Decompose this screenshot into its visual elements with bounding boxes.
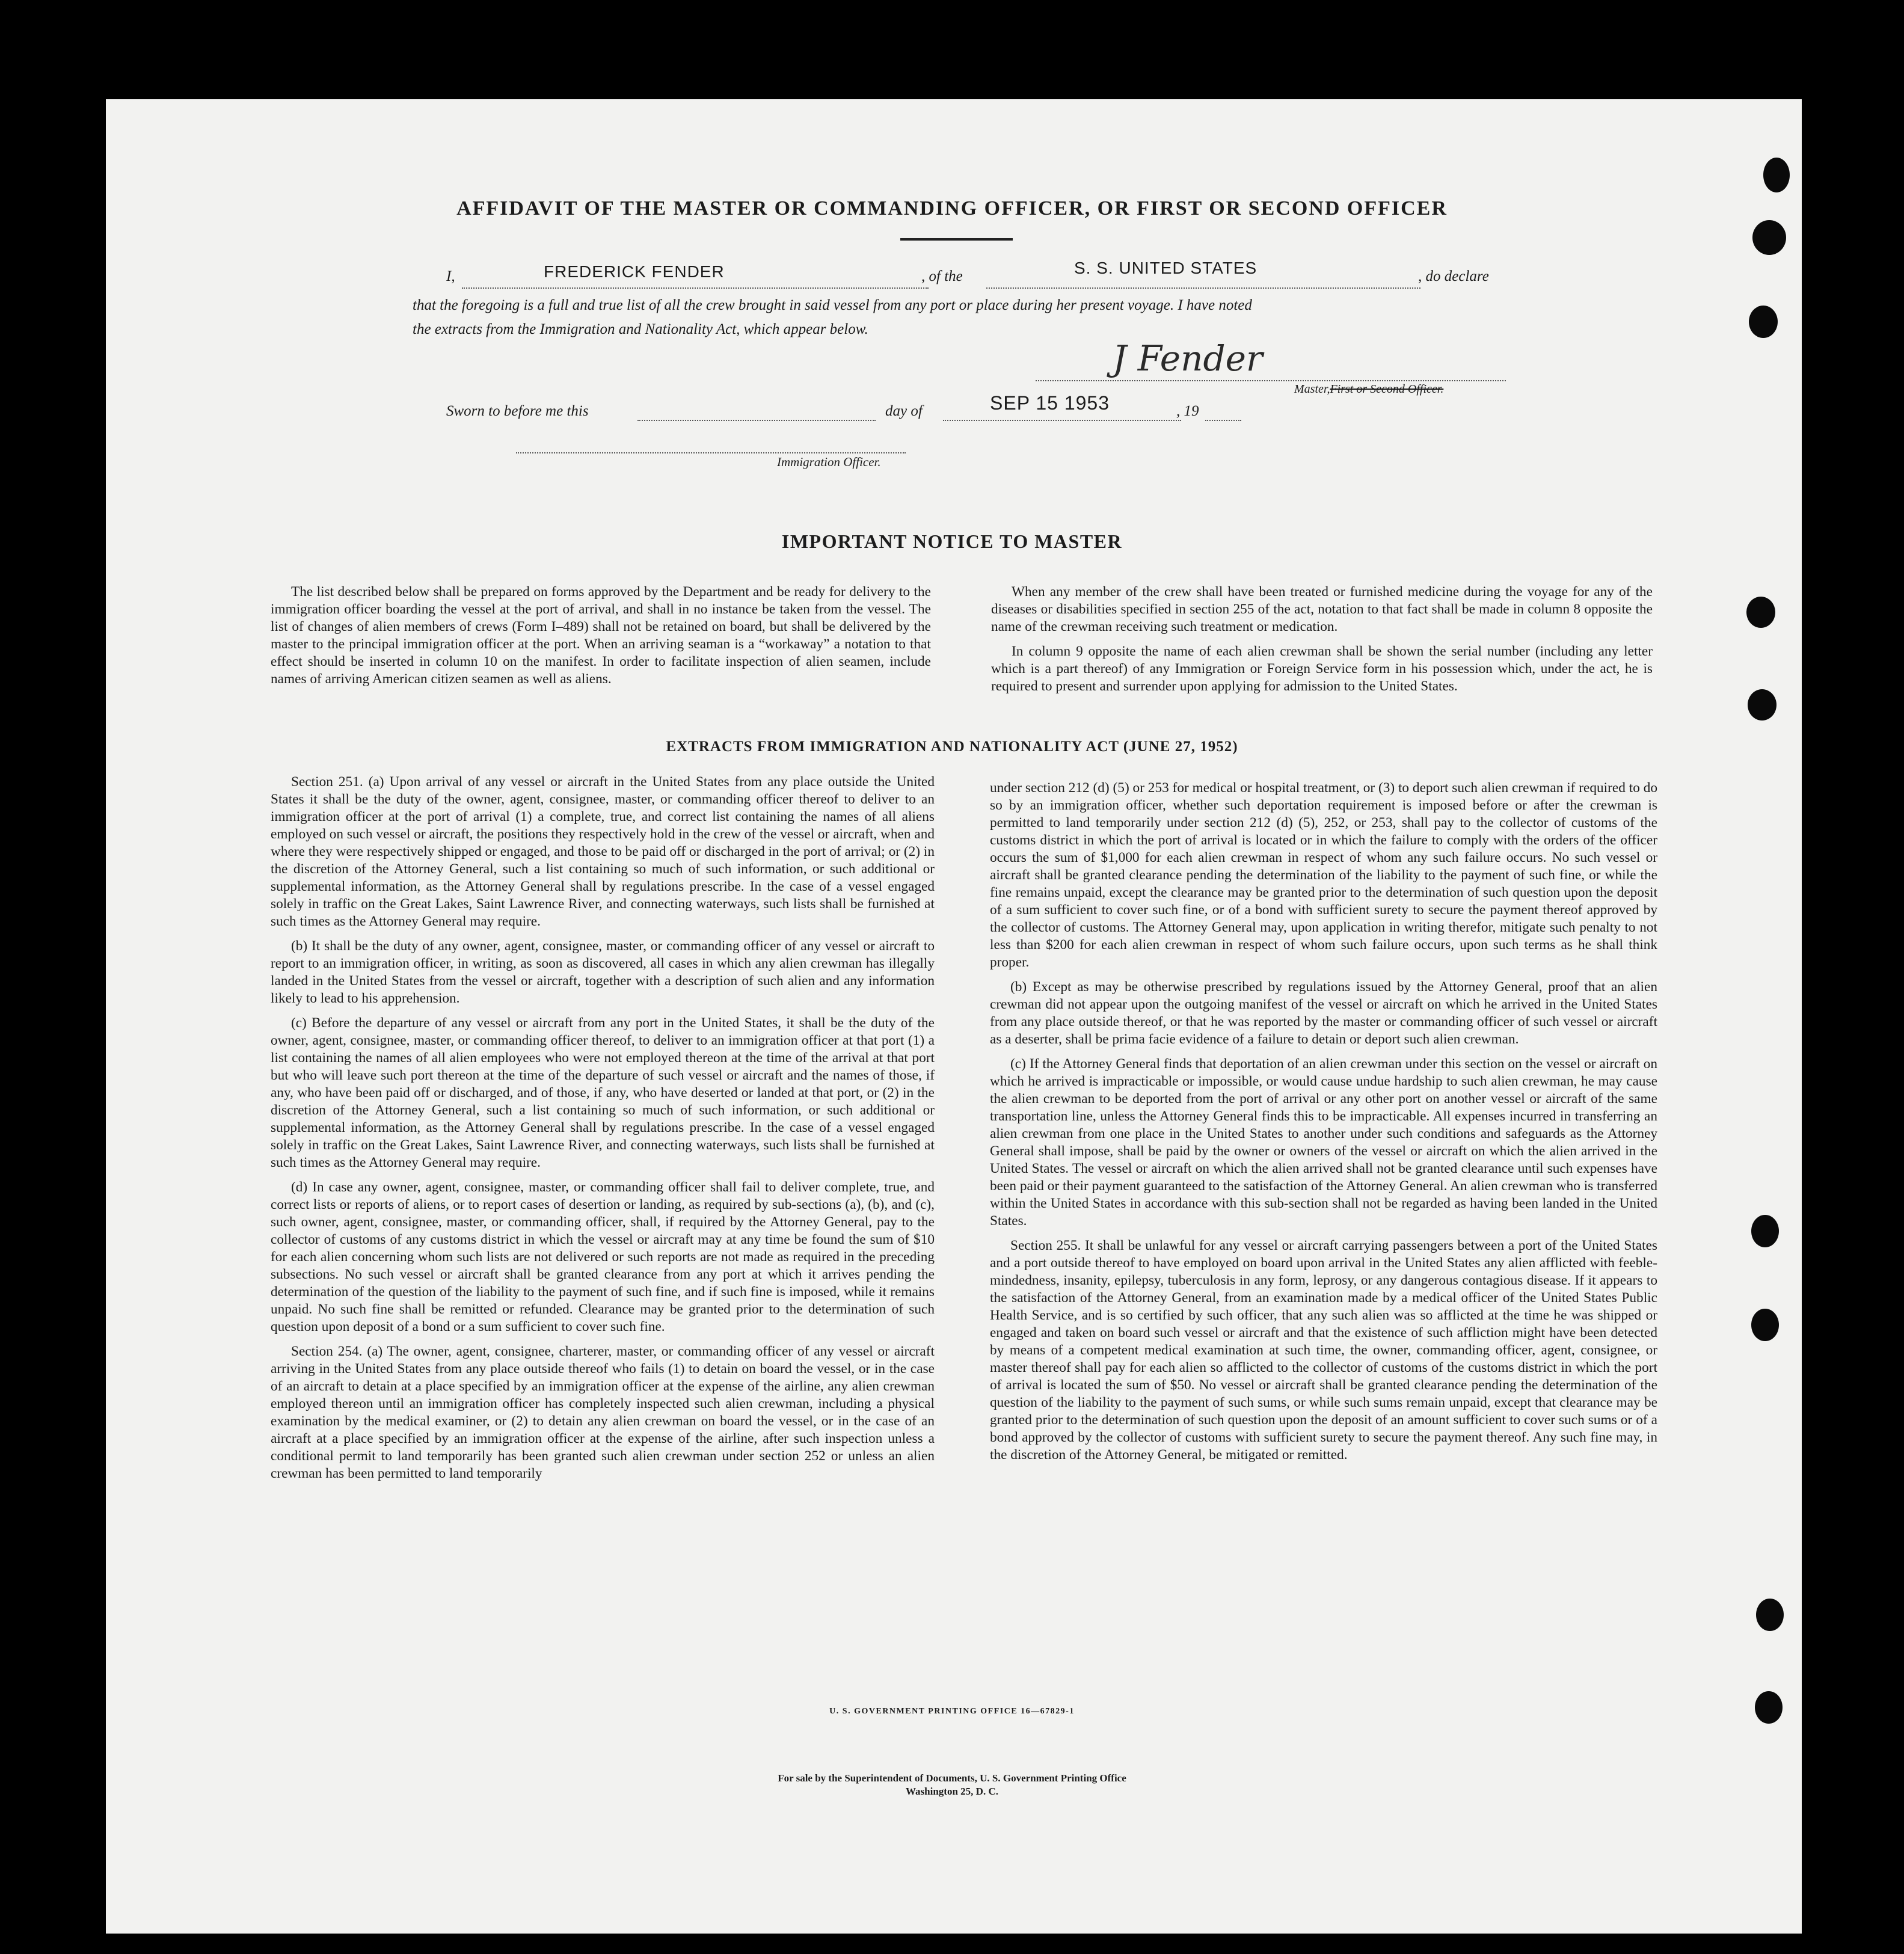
section-254-c: (c) If the Attorney General finds that deportation of an alien crewman under this section on the vessel or aircraft on which he arrived is impracticable or impossible, or would cause undue hardship to such alien crewman, he may cause the alien crewman to be deported from the port of arrival or any other port on another vessel or aircraft of the same transportation line, unless the Attorney General finds this to be impracticable. All expenses incurred in transferring an alien crewman from one place in the United States to another under such conditions and safeguards as the Attorney General shall impose, shall be paid by the owner or owners of the vessel or aircraft on which the alien arrived in the United States. The vessel or aircraft on which the alien arrived shall not be granted clearance until such expenses have been paid or their payment guaranteed to the satisfaction of the Attorney General. An alien crewman who is transferred within the United States in accordance with this sub-section shall not be regarded as having been landed in the United States. xyxy=(990,1056,1657,1229)
binder-hole xyxy=(1748,689,1777,720)
binder-hole xyxy=(1752,220,1786,255)
notice-right-column xyxy=(991,583,1653,695)
vessel-field-line xyxy=(986,287,1420,289)
name-field-line xyxy=(462,287,929,289)
section-254-a: Section 254. (a) The owner, agent, consignee, charterer, master, or commanding officer of any vessel or aircraft arriving in the United States from any place outside thereof who fails (1) to detain on board the vessel, or in the case of an aircraft to detain at a place specified by an immigration officer at the expense of the airline, any alien crewman employed thereon until an immigration officer has completely inspected such alien crewman, including a physical examination by the medical examiner, or (2) to detain any alien crewman on board the vessel, or in the case of an aircraft at a place specified by an immigration officer at the expense of the airline, after such inspection unless a conditional permit to land temporarily has been granted such alien crewman under section 252 or unless an alien crewman has been permitted to land temporarily xyxy=(271,1344,935,1481)
binder-hole xyxy=(1749,306,1778,338)
section-251-b: (b) It shall be the duty of any owner, agent, consignee, master, or commanding officer of any vessel or aircraft to report to an immigration officer, in writing, as soon as discovered, all cases in which any alien crewman has illegally landed in the United States from the vessel or aircraft, together with a description of such alien and any information likely to lead to his apprehension. xyxy=(271,938,935,1006)
section-251-a: Section 251. (a) Upon arrival of any vessel or aircraft in the United States from any place outside the United States it shall be the duty of the owner, agent, consignee, master, or commanding officer thereof to deliver to an immigration officer at the port of arrival (1) a complete, true, and correct list containing the names of all aliens employed on such vessel or aircraft, the positions they respectively hold in the crew of the vessel or aircraft, when and where they were respectively shipped or engaged, and those to be paid off or discharged in the port of arrival; or (2) in the discretion of the Attorney General, such a list containing so much of such information, or such additional or supplemental information, as the Attorney General shall by regulations prescribe. In the case of a vessel engaged solely in traffic on the Great Lakes, Saint Lawrence River, and connecting waterways, such lists shall be furnished at such times as the Attorney General may require. xyxy=(271,774,935,929)
extracts-left-column xyxy=(271,773,935,1482)
master-signature: J Fender xyxy=(1113,338,1263,379)
immigration-officer-line xyxy=(516,452,906,453)
sworn-day-line xyxy=(637,420,876,421)
affidavit-title: AFFIDAVIT OF THE MASTER OR COMMANDING OFFICER, OR FIRST OR SECOND OFFICER xyxy=(456,197,1448,220)
notice-right-paragraph: When any member of the crew shall have been treated or furnished medicine during the voyage for any of the diseases or disabilities specified in section 255 of the act, notation to that fact shall be made in column 8 opposite the name of the crewman receiving such treatment or medication. xyxy=(991,584,1653,634)
signature-title-master: Master, xyxy=(1294,383,1330,396)
extracts-title: EXTRACTS FROM IMMIGRATION AND NATIONALITY ACT (JUNE 27, 1952) xyxy=(666,739,1238,755)
year-prefix: , 19 xyxy=(1176,403,1199,419)
notice-title: IMPORTANT NOTICE TO MASTER xyxy=(781,530,1123,552)
binder-hole xyxy=(1751,1215,1779,1247)
printing-office-line: U. S. GOVERNMENT PRINTING OFFICE 16—67829-1 xyxy=(829,1707,1075,1716)
day-of-label: day of xyxy=(885,403,923,419)
binder-hole xyxy=(1751,1309,1779,1341)
signature-title-struck: First or Second Officer. xyxy=(1330,383,1444,396)
footer-sale-line: For sale by the Superintendent of Documents, U. S. Government Printing Office xyxy=(778,1772,1126,1784)
declaration-prefix: I, xyxy=(446,268,455,284)
section-254-a-continued: under section 212 (d) (5) or 253 for medical or hospital treatment, or (3) to deport such alien crewman if required to do so by an immigration officer, whether such deportation requirement is imposed before or after the crewman is permitted to land temporarily under section 212 (d) (5), 252, or 253, shall pay to the collector of customs of the customs district in which the port of arrival is located or in which the failure to comply with the orders of the officer occurs the sum of $1,000 for each alien crewman in respect of whom any such failure occurs. No such vessel or aircraft shall be granted clearance pending the determination of the liability to the payment of such fine, or while the fine remains unpaid, except the clearance may be granted prior to the determination of such question upon the deposit of a sum sufficient to cover such fine, or of a bond with sufficient surety to secure the payment thereof approved by the collector of customs. The Attorney General may, upon application in writing therefor, mitigate such penalty to not less than $200 for each alien crewman in respect of whom such failure occurs, upon such terms as he shall think proper. xyxy=(990,780,1657,970)
notice-left-column xyxy=(271,583,931,688)
declaration-line-2: that the foregoing is a full and true list of all the crew brought in said vessel from any port or place during her present voyage. I have noted xyxy=(413,297,1252,313)
notice-right-paragraph: In column 9 opposite the name of each alien crewman shall be shown the serial number (including any letter which is a part thereof) of any Immigration or Foreign Service form in his possession which, under the act, he is required to present and surrender upon applying for admission to the United States. xyxy=(991,644,1653,694)
master-name: FREDERICK FENDER xyxy=(544,262,725,281)
binder-hole xyxy=(1756,1599,1784,1631)
declaration-line-3: the extracts from the Immigration and Nationality Act, which appear below. xyxy=(413,321,868,337)
vessel-name: S. S. UNITED STATES xyxy=(1074,259,1258,277)
title-rule xyxy=(900,238,1013,241)
sworn-label: Sworn to before me this xyxy=(446,403,589,419)
binder-hole xyxy=(1763,158,1790,192)
section-251-d: (d) In case any owner, agent, consignee, master, or commanding officer shall fail to deliver complete, true, and correct lists or reports of aliens, or to report cases of desertion or landing, as required by sub-sections (a), (b), and (c), such owner, agent, consignee, master, or commanding officer, shall, if required by the Attorney General, pay to the collector of customs of any customs district in which the vessel or aircraft may at any time be found the sum of $10 for each alien concerning whom such lists are not delivered or such reports are not made as required in the preceding subsections. No such vessel or aircraft shall be granted clearance from any port at which it arrives pending the determination of the question of the liability to the payment of such fine, and if such fine is imposed, while it remains unpaid. No such fine shall be remitted or refunded. Clearance may be granted prior to the determination of such question upon deposit of a bond or a sum sufficient to cover such fine. xyxy=(271,1179,935,1335)
section-251-c: (c) Before the departure of any vessel or aircraft from any port in the United States, it shall be the duty of the owner, agent, consignee, master, or commanding officer thereof, to deliver to an immigration officer at that port (1) a list containing the names of all alien employees who were not employed thereon at the time of the arrival at that port but who will leave such port thereon at the time of the departure of such vessel or aircraft and the names of those, if any, who have been paid off or discharged, and of those, if any, who have deserted or landed at that port, or (2) in the discretion of the Attorney General, such a list containing so much of such information, or such additional or supplemental information, as the Attorney General shall by regulations prescribe. In the case of a vessel engaged solely in traffic on the Great Lakes, Saint Lawrence River, and connecting waterways, such lists shall be furnished at such times as the Attorney General may require. xyxy=(271,1015,935,1170)
year-line xyxy=(1205,420,1241,421)
signature-line xyxy=(1036,380,1506,381)
extracts-right-column xyxy=(990,779,1657,1464)
immigration-officer-label: Immigration Officer. xyxy=(777,455,881,469)
do-declare-text: , do declare xyxy=(1418,268,1489,284)
notice-left-paragraph: The list described below shall be prepared on forms approved by the Department and be ready for delivery to the immigration officer boarding the vessel at the port of arrival, and shall in no instance be taken from the vessel. The list of changes of alien members of crews (Form I–489) shall not be retained on board, but shall be delivered by the master to the principal immigration officer at the port. When an arriving seaman is a “workaway” a notation to that effect should be inserted in column 10 on the manifest. In order to facilitate inspection of alien seamen, include names of arriving American citizen seamen as well as aliens. xyxy=(271,584,931,687)
binder-hole xyxy=(1746,597,1775,628)
signature-title xyxy=(1294,383,1443,396)
date-stamp: SEP 15 1953 xyxy=(990,392,1110,414)
section-255: Section 255. It shall be unlawful for any vessel or aircraft carrying passengers between a port of the United States and a port outside thereof to have employed on board upon arrival in the United States any alien afflicted with feeble-mindedness, insanity, epilepsy, tuberculosis in any form, leprosy, or any dangerous contagious disease. If it appears to the satisfaction of the Attorney General, from an examination made by a medical officer of the United States Public Health Service, and is so certified by such officer, that any such alien was so afflicted at the time he was shipped or engaged and taken on board such vessel or aircraft and that the existence of such affliction might have been detected by means of a competent medical examination at such time, the owner, commanding officer, agent, consignee, or master thereof shall pay for each alien so afflicted to the collector of customs of the customs district in which the port of arrival is located the sum of $50. No vessel or aircraft shall be granted clearance pending the determination of the question of the liability to the payment of such sums, or while such sums remain unpaid, except that clearance may be granted prior to the determination of such question upon the deposit of an amount sufficient to cover such sums or of a bond approved by the collector of customs with sufficient surety to secure the payment thereof. Any such fine may, in the discretion of the Attorney General, be mitigated or remitted. xyxy=(990,1238,1657,1463)
section-254-b: (b) Except as may be otherwise prescribed by regulations issued by the Attorney General, proof that an alien crewman did not appear upon the outgoing manifest of the vessel or aircraft on which he arrived in the United States from any place outside thereof, or that he was reported by the master or commanding officer of such vessel or aircraft as a deserter, shall be prima facie evidence of a failure to detain or deport such alien crewman. xyxy=(990,979,1657,1047)
of-the-text: , of the xyxy=(921,268,963,284)
sworn-month-line xyxy=(943,420,1181,421)
footer-address-line: Washington 25, D. C. xyxy=(906,1786,998,1797)
